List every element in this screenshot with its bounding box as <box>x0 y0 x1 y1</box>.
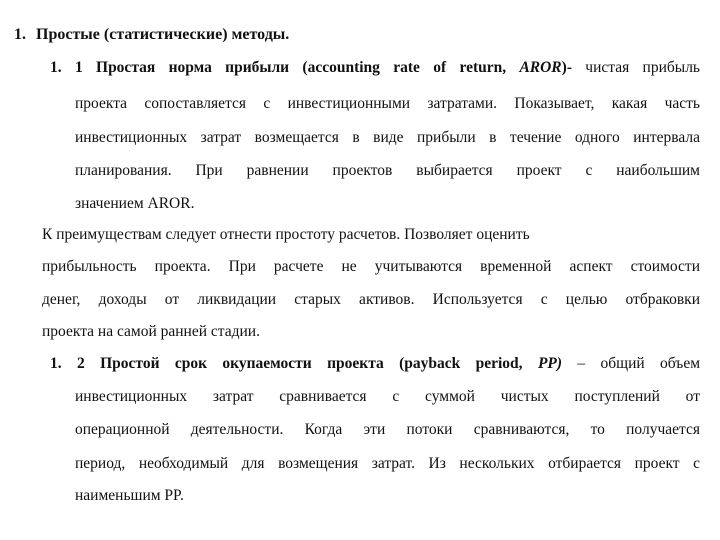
subsection-1-1-abbr-close: )- <box>561 59 572 76</box>
subsection-1-1-line: значением AROR. <box>75 195 195 212</box>
paragraph-line: прибыльность проекта. При расчете не учитываются временной аспект стоимости <box>42 258 700 275</box>
subsection-1-2-line: период, необходимый для возмещения затрат. Из нескольких отбирается проект с <box>75 455 700 472</box>
subsection-1-2-line: наименьшим PP. <box>75 487 184 504</box>
paragraph-line: денег, доходы от ликвидации старых активов. Используется с целью отбраковки <box>42 291 700 308</box>
subsection-1-1-line: планирования. При равнении проектов выбирается проект с наибольшим <box>75 162 700 179</box>
subsection-1-1-first-line-rest: чистая прибыль <box>571 59 701 76</box>
subsection-1-2-line: инвестиционных затрат сравнивается с суммой чистых поступлений от <box>75 388 700 405</box>
subsection-1-2-first-line-rest: – общий объем <box>562 355 701 372</box>
subsection-1-2-first-line <box>50 354 700 374</box>
subsection-1-2-abbr: PP) <box>537 355 563 372</box>
subsection-1-1-first-line <box>50 58 700 78</box>
section-heading <box>14 26 289 44</box>
heading-number: 1. <box>14 26 26 43</box>
subsection-1-2-title: 1. 2 Простой срок окупаемости проекта (payback period, <box>50 355 523 372</box>
subsection-1-1-line: инвестиционных затрат возмещается в виде прибыли в течение одного интервала <box>75 129 700 146</box>
heading-text: Простые (статистические) методы. <box>36 26 290 43</box>
subsection-1-1-line: проекта сопоставляется с инвестиционными затратами. Показывает, какая часть <box>75 95 700 112</box>
subsection-1-1-abbr: AROR <box>519 59 562 76</box>
subsection-1-2-line: операционной деятельности. Когда эти потоки сравниваются, то получается <box>75 421 700 438</box>
paragraph-line: К преимуществам следует отнести простоту расчетов. Позволяет оценить <box>42 226 530 243</box>
subsection-1-1-title: 1. 1 Простая норма прибыли (accounting rate of return, <box>50 59 507 76</box>
paragraph-line: проекта на самой ранней стадии. <box>42 323 260 340</box>
